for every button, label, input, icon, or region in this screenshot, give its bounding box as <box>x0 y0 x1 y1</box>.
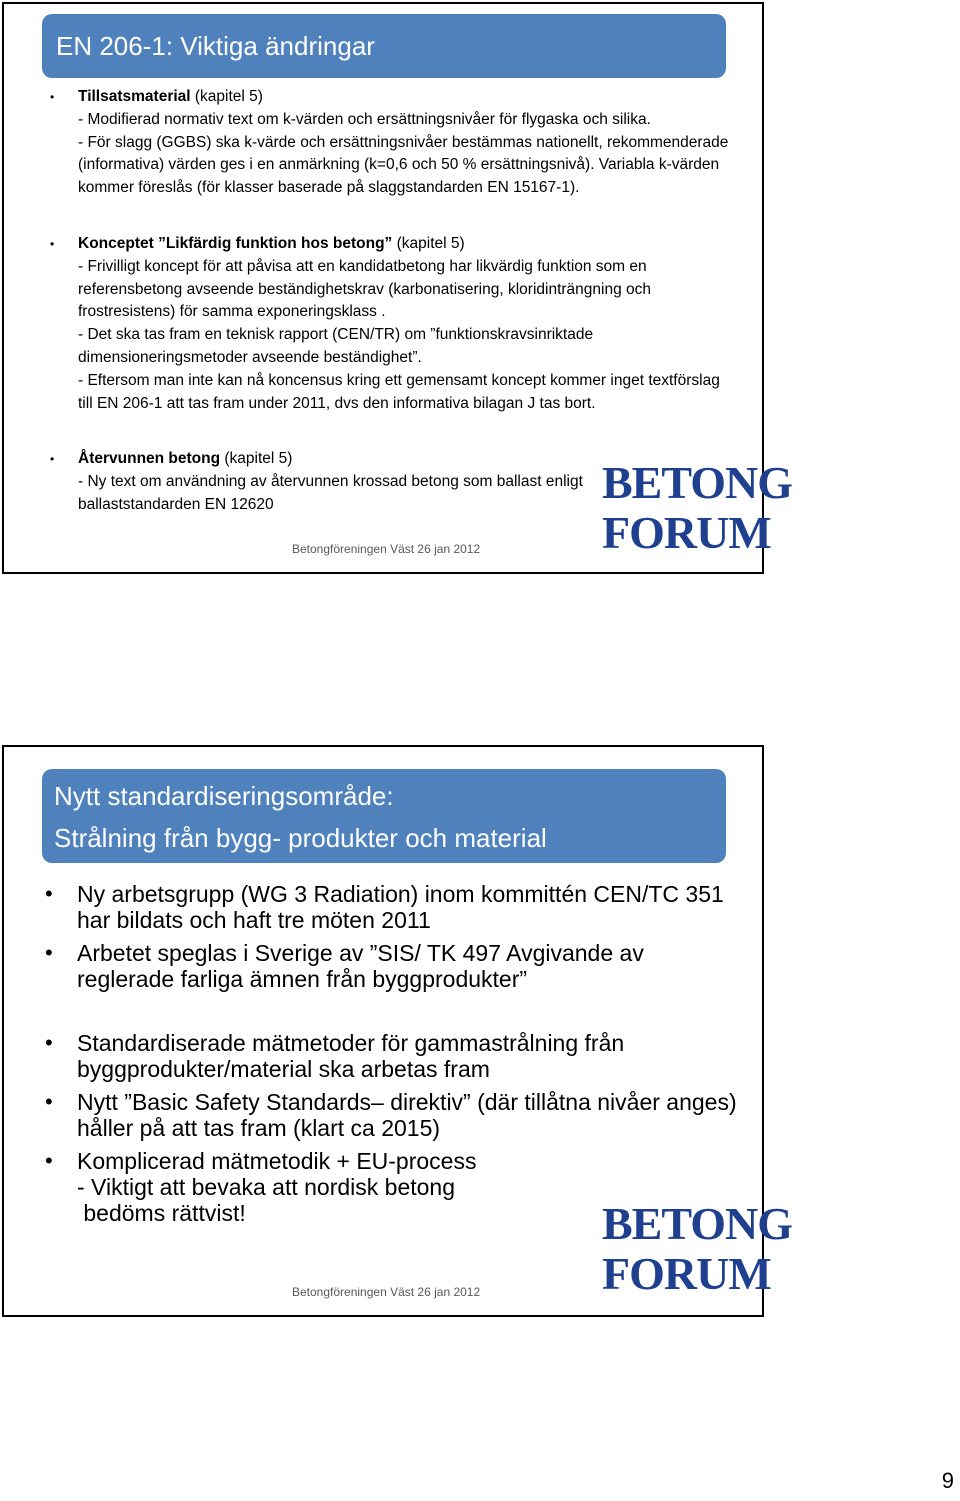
logo-text-line: BETONG <box>602 1198 792 1249</box>
list-item: • Nytt ”Basic Safety Standards– direktiv” (där tillåtna nivåer anges) håller på att tas fram (klart ca 2015) <box>77 1089 737 1141</box>
betong-forum-logo <box>602 1197 792 1301</box>
bullet-heading: Konceptet ”Likfärdig funktion hos betong” <box>78 234 393 252</box>
bullet-text: - Ny text om användning av återvunnen krossad betong som ballast enligt ballaststandarden EN 12620 <box>78 473 583 513</box>
page-number: 9 <box>941 1468 954 1493</box>
logo-text-line: FORUM <box>602 507 771 558</box>
slide-footer: Betongföreningen Väst 26 jan 2012 <box>292 542 481 556</box>
bullet-text: - Det ska tas fram en teknisk rapport (CEN/TR) om ”funktionskravsinriktade dimensioneringsmetoder avseende beständighet”. <box>78 326 594 366</box>
bullet-text: - Modifierad normativ text om k-värden och ersättningsnivåer för flygaska och silika. <box>78 110 651 128</box>
bullet-text: - Frivilligt koncept för att påvisa att en kandidatbetong har likvärdig funktion som en referensbetong avseende beständighetskrav (karbonatisering, kloridinträngning och frostresistens) för samma exponeringsklass . <box>78 257 652 321</box>
logo-text-line: BETONG <box>602 457 792 508</box>
bullet-text: Komplicerad mätmetodik + EU-process <box>77 1148 477 1174</box>
slide-title <box>42 769 726 863</box>
slide-title-line: Nytt standardiseringsområde: <box>54 781 394 811</box>
bullet-sub-text: bedöms rättvist! <box>77 1200 246 1226</box>
list-item: • Standardiserade mätmetoder för gammastrålning från byggprodukter/material ska arbetas fram <box>77 1030 737 1082</box>
slide-2 <box>2 745 792 1317</box>
bullet-heading: Återvunnen betong <box>78 450 221 468</box>
list-item: • Arbetet speglas i Sverige av ”SIS/ TK 497 Avgivande av reglerade farliga ämnen från byggprodukter” <box>77 940 737 992</box>
bullet-sub-text: - Viktigt att bevaka att nordisk betong <box>77 1174 456 1200</box>
bullet-heading-rest: (kapitel 5) <box>220 450 293 468</box>
bullet-heading: Tillsatsmaterial <box>78 88 191 105</box>
list-item <box>78 233 738 415</box>
list-item <box>78 448 608 516</box>
bullet-text: - För slagg (GGBS) ska k-värde och ersättningsnivåer bestämmas nationellt, rekommenderade (informativa) värden ges i en anmärkning (k=0,6 och 50 % ersättningsnivå). Variabla k-värden kommer föreslås (för klasser baserade på slaggstandarden EN 15167-1). <box>78 133 729 197</box>
list-item <box>78 86 738 200</box>
bullet-heading-rest: (kapitel 5) <box>190 88 263 105</box>
list-item: • Ny arbetsgrupp (WG 3 Radiation) inom kommittén CEN/TC 351 har bildats och haft tre möten 2011 <box>77 881 737 933</box>
bullet-list <box>77 881 737 1226</box>
slide-1 <box>2 2 792 574</box>
bullet-heading-rest: (kapitel 5) <box>392 234 465 252</box>
slide-footer: Betongföreningen Väst 26 jan 2012 <box>292 1285 481 1299</box>
logo-text-line: FORUM <box>602 1248 771 1299</box>
bullet-list <box>78 78 738 517</box>
bullet-text: - Eftersom man inte kan nå koncensus kring ett gemensamt koncept kommer inget textförslag till EN 206-1 att tas fram under 2011, dvs den informativa bilagan J tas bort. <box>78 371 720 412</box>
slide-title-line: Strålning från bygg- produkter och material <box>54 823 547 853</box>
betong-forum-logo <box>602 456 792 560</box>
slide-title: EN 206-1: Viktiga ändringar <box>42 14 726 78</box>
